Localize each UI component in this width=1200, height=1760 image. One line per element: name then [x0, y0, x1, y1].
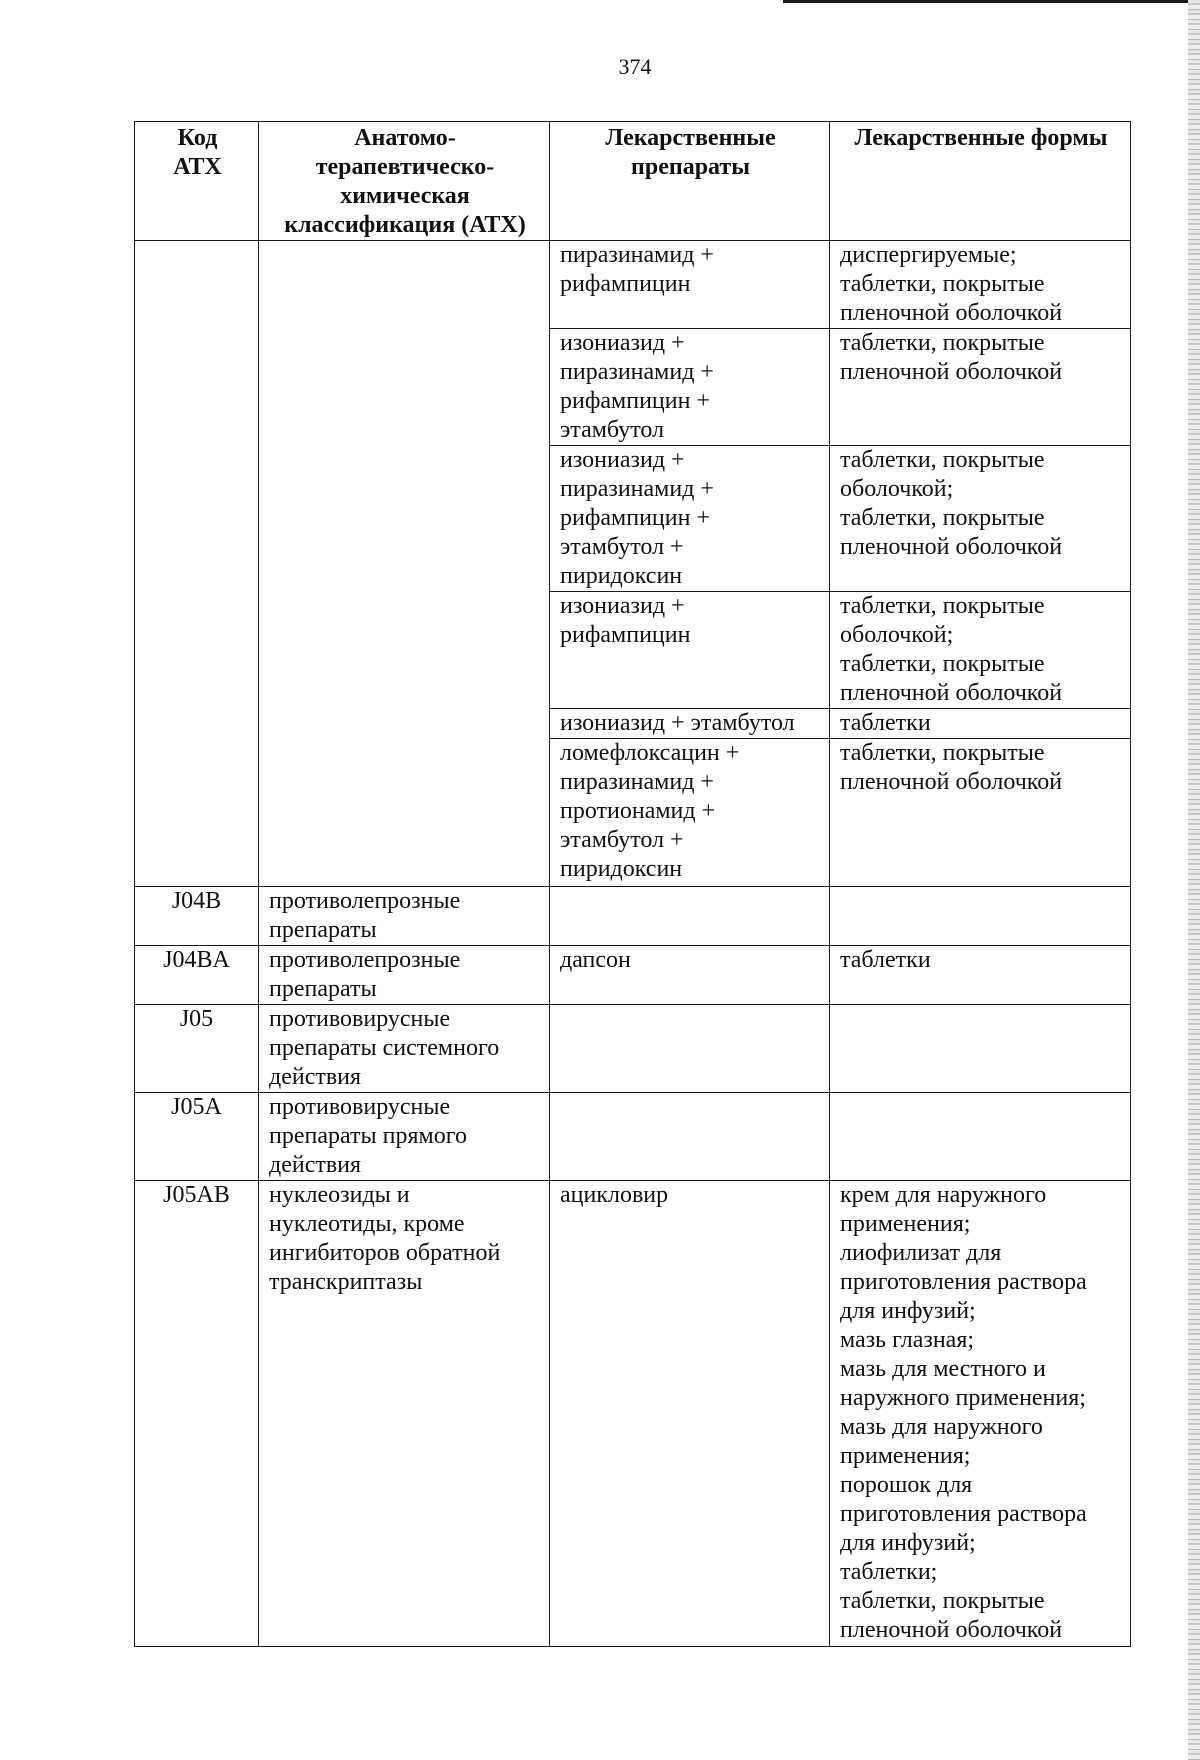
empty-classification-cell [259, 709, 550, 739]
header-classification: Анатомо- терапевтическо- химическая классификация (АТХ) [259, 122, 550, 241]
drug-cell [550, 1093, 830, 1181]
empty-classification-cell [259, 739, 550, 887]
forms-cell: таблетки, покрытые пленочной оболочкой [830, 739, 1131, 887]
table-header [135, 122, 1131, 241]
table-row [135, 887, 1131, 946]
empty-code-cell [135, 592, 259, 709]
empty-code-cell [135, 446, 259, 592]
header-code: Код АТХ [135, 122, 259, 241]
table-row [135, 446, 1131, 592]
empty-classification-cell [259, 329, 550, 446]
forms-cell: таблетки, покрытые оболочкой; таблетки, покрытые пленочной оболочкой [830, 592, 1131, 709]
classification-cell: нуклеозиды и нуклеотиды, кроме ингибиторов обратной транскриптазы [259, 1181, 550, 1647]
table-row [135, 1181, 1131, 1647]
atx-code-cell: J05AB [135, 1181, 259, 1647]
atx-code-cell: J04B [135, 887, 259, 946]
forms-cell [830, 1093, 1131, 1181]
empty-classification-cell [259, 446, 550, 592]
forms-cell [830, 887, 1131, 946]
classification-cell: противолепрозные препараты [259, 946, 550, 1005]
drug-cell [550, 887, 830, 946]
page-number: 374 [618, 54, 652, 79]
drug-cell: дапсон [550, 946, 830, 1005]
atx-code-cell: J04BA [135, 946, 259, 1005]
table-row [135, 739, 1131, 887]
forms-cell: крем для наружного применения; лиофилизат для приготовления раствора для инфузий; мазь глазная; мазь для местного и наружного применения; мазь для наружного применения; порошок для приготовления раствора для инфузий; таблетки; таблетки, покрытые пленочной оболочкой [830, 1181, 1131, 1647]
atx-code-cell: J05 [135, 1005, 259, 1093]
table-row [135, 1005, 1131, 1093]
table-row [135, 241, 1131, 329]
classification-cell: противолепрозные препараты [259, 887, 550, 946]
header-row [135, 122, 1131, 241]
empty-code-cell [135, 241, 259, 329]
classification-cell: противовирусные препараты прямого действия [259, 1093, 550, 1181]
forms-cell: диспергируемые; таблетки, покрытые пленочной оболочкой [830, 241, 1131, 329]
forms-cell: таблетки [830, 946, 1131, 1005]
table-body [135, 241, 1131, 1647]
drug-cell: изониазид + пиразинамид + рифампицин + этамбутол + пиридоксин [550, 446, 830, 592]
empty-code-cell [135, 739, 259, 887]
atx-classification-table [134, 121, 1131, 1647]
top-edge-rule [783, 0, 1200, 3]
drug-cell [550, 1005, 830, 1093]
empty-code-cell [135, 329, 259, 446]
forms-cell: таблетки [830, 709, 1131, 739]
classification-cell: противовирусные препараты системного действия [259, 1005, 550, 1093]
forms-cell: таблетки, покрытые оболочкой; таблетки, покрытые пленочной оболочкой [830, 446, 1131, 592]
table-row [135, 1093, 1131, 1181]
header-forms: Лекарственные формы [830, 122, 1131, 241]
table-row [135, 709, 1131, 739]
drug-cell: изониазид + пиразинамид + рифампицин + этамбутол [550, 329, 830, 446]
table-row [135, 592, 1131, 709]
drug-cell: изониазид + этамбутол [550, 709, 830, 739]
atx-code-cell: J05A [135, 1093, 259, 1181]
drug-cell: ацикловир [550, 1181, 830, 1647]
empty-classification-cell [259, 241, 550, 329]
forms-cell [830, 1005, 1131, 1093]
table-row [135, 946, 1131, 1005]
drug-cell: пиразинамид + рифампицин [550, 241, 830, 329]
empty-classification-cell [259, 592, 550, 709]
drug-cell: ломефлоксацин + пиразинамид + протионамид + этамбутол + пиридоксин [550, 739, 830, 887]
scan-edge-artifact [1188, 0, 1200, 1760]
forms-cell: таблетки, покрытые пленочной оболочкой [830, 329, 1131, 446]
header-drugs: Лекарственные препараты [550, 122, 830, 241]
empty-code-cell [135, 709, 259, 739]
drug-cell: изониазид + рифампицин [550, 592, 830, 709]
table-row [135, 329, 1131, 446]
